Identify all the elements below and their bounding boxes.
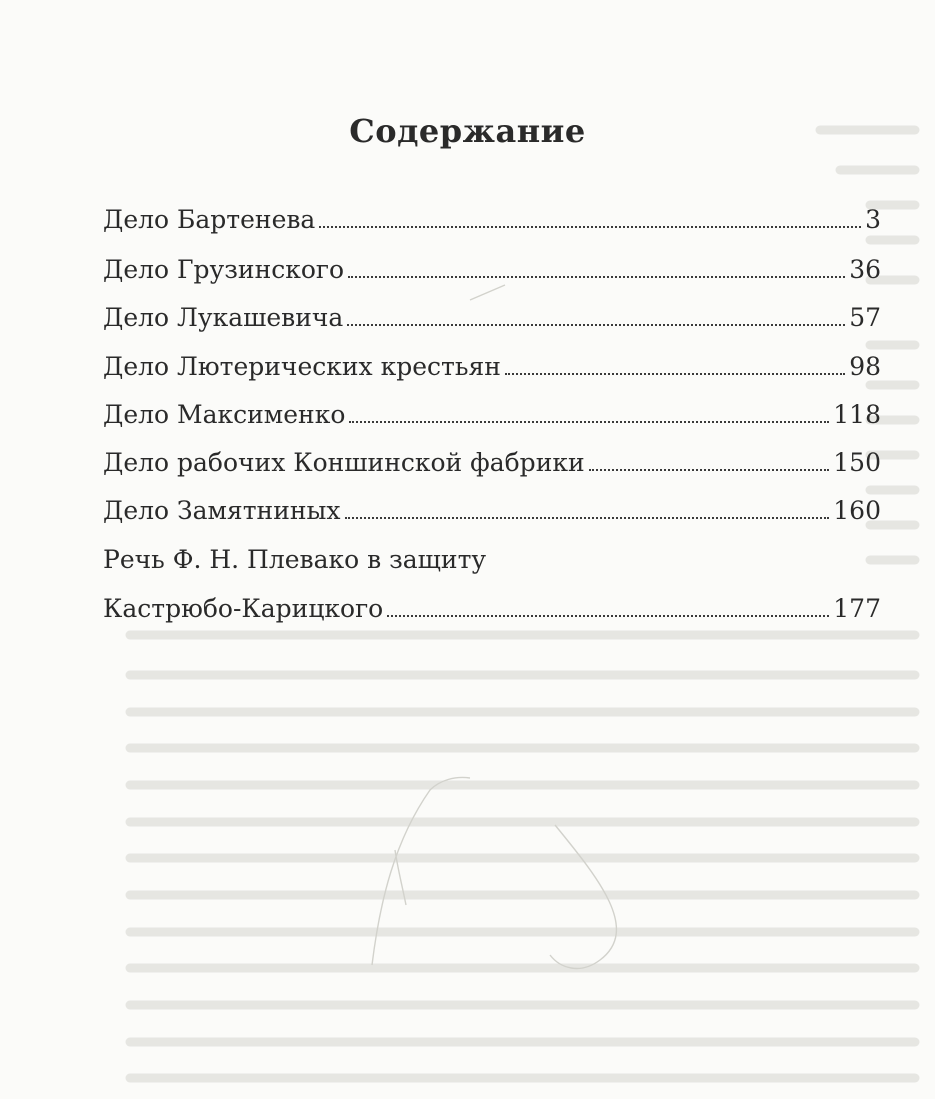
dot-leader [347, 324, 845, 326]
toc-entry-title: Дело Максименко [103, 400, 346, 429]
dot-leader [505, 373, 845, 375]
toc-entry-title: Кастрюбо-Карицкого [103, 594, 384, 623]
toc-entry [103, 535, 881, 575]
dot-leader [348, 276, 845, 278]
dot-leader [349, 421, 829, 423]
dot-leader [345, 517, 830, 519]
toc-entry-title: Дело Грузинского [103, 255, 345, 284]
page-title: Содержание [349, 112, 586, 150]
dot-leader [589, 469, 830, 471]
toc-entry-page: 118 [833, 400, 881, 429]
toc-entry-page: 57 [849, 303, 881, 332]
toc-entry [103, 245, 881, 285]
toc-entry-title: Дело рабочих Коншинской фабрики [103, 448, 585, 477]
toc-entry [103, 342, 881, 382]
toc-entry-title: Дело Замятниных [103, 496, 341, 525]
toc-entry-title: Дело Лукашевича [103, 303, 344, 332]
toc-entry-page: 36 [849, 255, 881, 284]
toc-entry [103, 390, 881, 430]
dot-leader [319, 226, 861, 228]
toc-entry-page: 150 [833, 448, 881, 477]
toc-entry-page: 98 [849, 352, 881, 381]
dot-leader [387, 615, 829, 617]
toc-entry [103, 486, 881, 526]
toc-entry [103, 195, 881, 235]
toc-entry-title: Речь Ф. Н. Плевако в защиту [103, 545, 487, 574]
toc-entry [103, 438, 881, 478]
toc-entry-page: 3 [865, 205, 881, 234]
toc-entry-page: 160 [833, 496, 881, 525]
toc-entry-title: Дело Бартенева [103, 205, 316, 234]
toc-entry-page: 177 [833, 594, 881, 623]
toc-entry [103, 293, 881, 333]
toc-entry-title: Дело Лютерических крестьян [103, 352, 501, 381]
toc-entry [103, 584, 881, 624]
